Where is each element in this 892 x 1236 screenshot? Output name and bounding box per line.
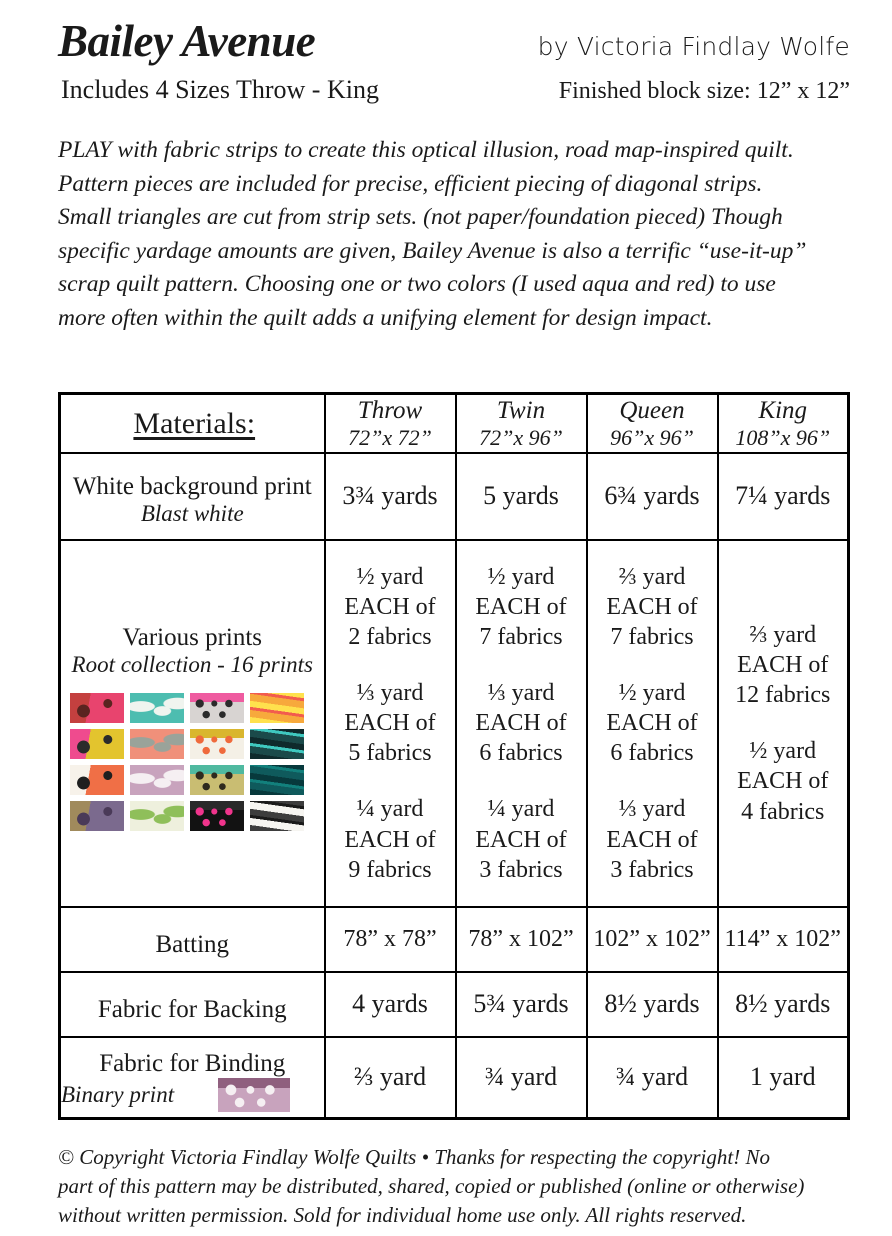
intro-line-3: Small triangles are cut from strip sets. (not paper/foundation pieced) Though (58, 204, 783, 230)
yardage-amount: ⅔ yard (618, 563, 686, 590)
size-dims-queen: 96”x 96” (610, 425, 694, 451)
value-text: ¾ yard (484, 1062, 558, 1092)
yardage-amount: ⅓ yard (487, 680, 555, 707)
row-label-binding (60, 1037, 325, 1119)
row-label-main: Batting (155, 930, 230, 958)
size-name-queen: Queen (619, 396, 685, 424)
table-header-row (60, 394, 849, 453)
yardage-each: EACH of (475, 593, 567, 620)
row-label-main: Fabric for Backing (97, 995, 287, 1023)
row-label-main: Various prints (122, 623, 263, 651)
designer-byline: by Victoria Findlay Wolfe (537, 32, 850, 61)
yardage-count: 3 fabrics (479, 856, 563, 883)
cell-backing-throw (325, 972, 456, 1037)
row-label-sub: Root collection - 16 prints (71, 651, 313, 677)
intro-line-2: Pattern pieces are included for precise, efficient piecing of diagonal strips. (58, 170, 763, 197)
yardage-amount: ⅔ yard (749, 621, 817, 648)
yardage-count: 7 fabrics (610, 624, 694, 651)
swatch-green-leaves (130, 801, 184, 831)
yardage-each: EACH of (606, 826, 698, 853)
cell-backing-queen (587, 972, 718, 1037)
cell-binding-king (718, 1037, 849, 1119)
column-header-king (718, 394, 849, 453)
swatch-pink-gray-rings (190, 693, 244, 723)
swatch-orange-white-ticks (190, 729, 244, 759)
cell-white-throw (325, 453, 456, 540)
cell-white-twin (456, 453, 587, 540)
swatch-binary-pink-lavender (130, 765, 184, 795)
row-label-white-background (60, 453, 325, 540)
table-row-backing (60, 972, 849, 1037)
cell-batting-king (718, 907, 849, 972)
cell-binding-queen (587, 1037, 718, 1119)
swatch-orange-black-strokes (70, 765, 124, 795)
value-text: 8½ yards (604, 989, 700, 1019)
row-label-various-prints (60, 540, 325, 907)
footer-line-3: without written permission. Sold for individual home use only. All rights reserved. (58, 1203, 747, 1227)
cell-prints-twin (456, 540, 587, 907)
yardage-each: EACH of (606, 593, 698, 620)
swatch-black-pink-graffiti (190, 801, 244, 831)
binding-fabric-swatch (218, 1078, 290, 1112)
yardage-block (719, 620, 848, 710)
column-header-twin (456, 394, 587, 453)
yardage-block (457, 794, 586, 884)
yardage-block (457, 678, 586, 768)
yardage-block (326, 678, 455, 768)
yardage-block (588, 678, 717, 768)
yardage-count: 7 fabrics (479, 624, 563, 651)
yardage-block (326, 794, 455, 884)
size-dims-throw: 72”x 72” (348, 425, 432, 451)
row-label-batting (60, 907, 325, 972)
cell-binding-throw (325, 1037, 456, 1119)
value-text: 6¾ yards (604, 481, 700, 511)
table-row-batting (60, 907, 849, 972)
yardage-block (588, 562, 717, 652)
value-text: 78” x 102” (468, 925, 574, 952)
cell-batting-throw (325, 907, 456, 972)
row-label-sub: Binary print (61, 1081, 175, 1107)
cell-binding-twin (456, 1037, 587, 1119)
intro-line-1: PLAY with fabric strips to create this optical illusion, road map-inspired quilt. (58, 137, 794, 163)
yardage-each: EACH of (606, 710, 698, 737)
yardage-each: EACH of (475, 826, 567, 853)
yardage-count: 6 fabrics (610, 740, 694, 767)
materials-table (58, 392, 850, 1120)
yardage-count: 2 fabrics (348, 624, 432, 651)
value-text: 8½ yards (735, 989, 831, 1019)
yardage-count: 4 fabrics (741, 798, 825, 825)
footer-line-2: part of this pattern may be distributed, shared, copied or published (online or otherwise) (58, 1174, 805, 1198)
column-header-queen (587, 394, 718, 453)
swatch-olive-teal-dashes (190, 765, 244, 795)
value-text: 5¾ yards (473, 989, 569, 1019)
size-name-throw: Throw (357, 396, 423, 424)
cell-backing-twin (456, 972, 587, 1037)
swatch-coral-gray-abstract (130, 729, 184, 759)
swatch-orange-yellow-stripes (250, 693, 304, 723)
size-dims-twin: 72”x 96” (479, 425, 563, 451)
yardage-each: EACH of (737, 768, 829, 795)
yardage-block (326, 562, 455, 652)
value-text: ¾ yard (615, 1062, 689, 1092)
yardage-each: EACH of (737, 652, 829, 679)
cell-backing-king (718, 972, 849, 1037)
value-text: 78” x 78” (343, 925, 437, 952)
swatch-dark-teal-rings (250, 729, 304, 759)
row-label-main: Fabric for Binding (99, 1050, 286, 1078)
yardage-count: 12 fabrics (735, 682, 831, 709)
yardage-count: 9 fabrics (348, 856, 432, 883)
yardage-block (719, 736, 848, 826)
swatch-yellow-rings (70, 729, 124, 759)
yardage-count: 5 fabrics (348, 740, 432, 767)
cell-batting-queen (587, 907, 718, 972)
yardage-amount: ¼ yard (356, 796, 424, 823)
size-name-twin: Twin (496, 396, 546, 424)
row-label-sub: Blast white (140, 500, 244, 526)
finished-block-size: Finished block size: 12” x 12” (558, 78, 850, 104)
value-text: 1 yard (749, 1062, 816, 1092)
cell-batting-twin (456, 907, 587, 972)
yardage-each: EACH of (475, 710, 567, 737)
footer-line-1: © Copyright Victoria Findlay Wolfe Quilts • Thanks for respecting the copyright! No (58, 1145, 770, 1169)
swatch-teal-circles (130, 693, 184, 723)
yardage-amount: ¼ yard (487, 796, 555, 823)
cell-prints-throw (325, 540, 456, 907)
value-text: 7¼ yards (735, 481, 831, 511)
intro-line-5: scrap quilt pattern. Choosing one or two colors (I used aqua and red) to use (58, 271, 776, 297)
table-row-various-prints (60, 540, 849, 907)
cell-prints-queen (587, 540, 718, 907)
row-label-backing (60, 972, 325, 1037)
value-text: ⅔ yard (353, 1062, 427, 1092)
yardage-amount: ⅓ yard (618, 796, 686, 823)
fabric-swatch-grid (70, 693, 324, 831)
yardage-amount: ½ yard (749, 738, 817, 765)
materials-heading: Materials: (133, 407, 256, 440)
size-dims-king: 108”x 96” (735, 425, 831, 451)
value-text: 5 yards (483, 481, 559, 511)
cell-white-king (718, 453, 849, 540)
yardage-each: EACH of (344, 826, 436, 853)
yardage-count: 3 fabrics (610, 856, 694, 883)
swatch-pink-red-abstract (70, 693, 124, 723)
yardage-amount: ½ yard (487, 563, 555, 590)
value-text: 102” x 102” (593, 925, 711, 952)
document-header (58, 18, 850, 114)
swatch-deep-teal (250, 765, 304, 795)
table-row-binding (60, 1037, 849, 1119)
column-header-throw (325, 394, 456, 453)
table-row-white-background (60, 453, 849, 540)
intro-line-6: more often within the quilt adds a unifying element for design impact. (58, 304, 713, 331)
page-title: Bailey Avenue (58, 16, 316, 66)
cell-prints-king (718, 540, 849, 907)
materials-heading-cell (60, 394, 325, 453)
intro-line-4: specific yardage amounts are given, Bailey Avenue is also a terrific “use-it-up” (58, 237, 807, 264)
row-label-main: White background print (72, 472, 312, 500)
yardage-each: EACH of (344, 593, 436, 620)
cell-white-queen (587, 453, 718, 540)
value-text: 114” x 102” (724, 925, 841, 952)
yardage-count: 6 fabrics (479, 740, 563, 767)
yardage-block (588, 794, 717, 884)
yardage-amount: ½ yard (356, 563, 424, 590)
value-text: 3¾ yards (342, 481, 438, 511)
yardage-amount: ⅓ yard (356, 680, 424, 707)
swatch-white-black-marks (250, 801, 304, 831)
page-subtitle: Includes 4 Sizes Throw - King (61, 75, 379, 104)
copyright-footer (58, 1143, 858, 1230)
size-name-king: King (758, 396, 808, 424)
yardage-each: EACH of (344, 710, 436, 737)
swatch-purple-texture (70, 801, 124, 831)
value-text: 4 yards (352, 989, 428, 1019)
intro-description (58, 134, 858, 335)
yardage-block (457, 562, 586, 652)
binding-sub-line (61, 1078, 324, 1112)
yardage-amount: ½ yard (618, 680, 686, 707)
materials-table-wrapper (58, 392, 848, 1120)
